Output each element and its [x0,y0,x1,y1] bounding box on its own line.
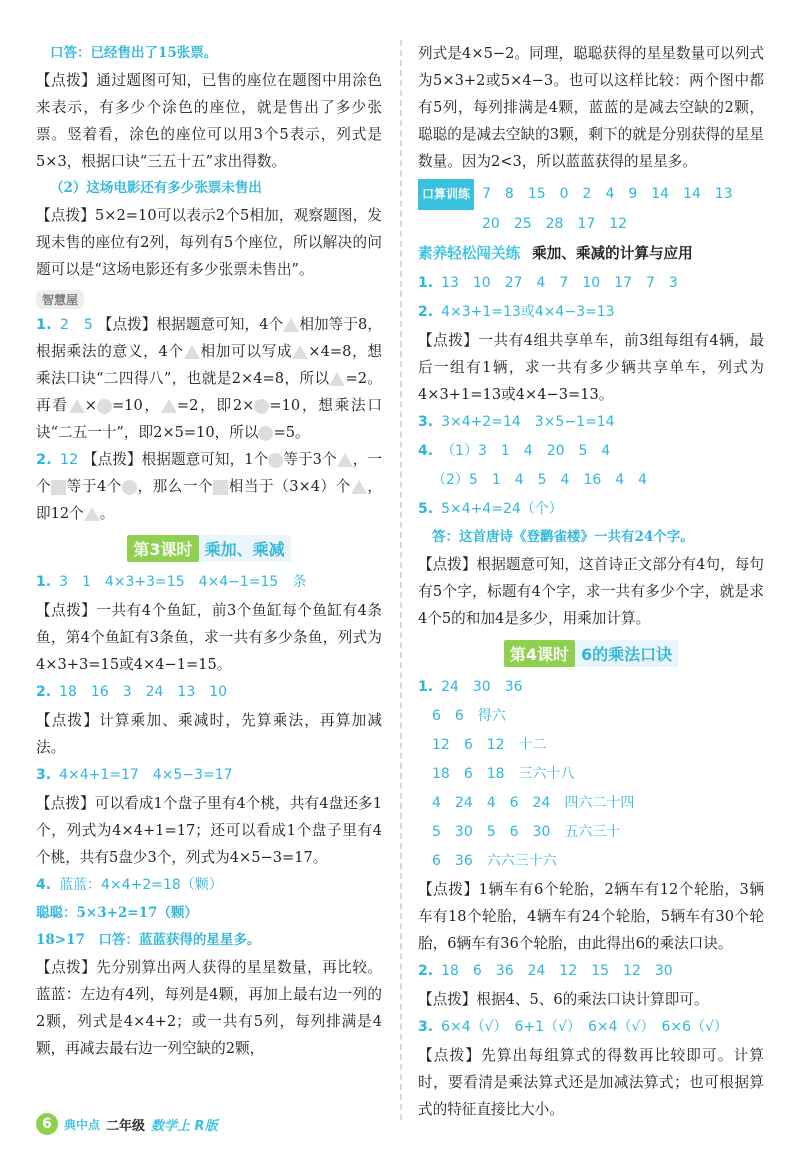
page-number: 6 [36,1113,58,1135]
tip-paragraph: 【点拨】根据题意可知，这首诗正文部分有4句，每句有5个字，标题有4个字，求一共有多少个字，就是求4个5的和加4是多少，用乘加计算。 [418,556,764,627]
page-footer [36,1113,218,1135]
tip-paragraph: 【点拨】1辆车有6个轮胎，2辆车有12个轮胎，3辆车有18个轮胎，4辆车有24个轮胎，5辆车有30个轮胎，6辆车有36个轮胎，由此得出6的乘法口诀。 [418,881,764,952]
tip-paragraph: 【点拨】先分别算出两人获得的星星数量，再比较。蓝蓝：左边有4列，每列是4颗，再加上最右边一列的2颗，列式是4×4+2；或一共有5列，每列排满是4颗，再减去最右边一列空缺的2颗， [36,959,382,1057]
lesson-heading [36,535,382,562]
triangle-icon [283,318,299,332]
practice-q3: 3. 3×4+2=14 3×5−1=14 [418,414,615,430]
practice-q4: 4. （1）3 1 4 20 5 4 [418,443,611,459]
oral-calc-tag: 口算训练 [418,179,474,210]
practice-heading: 素养轻松闯关练 乘加、乘减的计算与应用 [418,245,693,262]
triangle-icon [161,399,177,413]
practice-q5: 5. 5×4+4=24（个） [418,501,563,517]
tip-paragraph: 【点拨】先算出每组算式的得数再比较即可。计算时，要看清是乘法算式还是加减法算式；也可根据算式的特征直接比大小。 [418,1047,764,1118]
oral-calc-row: 20 25 28 17 12 [482,216,628,232]
tip-paragraph: 【点拨】可以看成1个盘子里有4个桃，共有4盘还多1个，列式为4×4+1=17；还可以看成1个盘子里有4个桃，共有5盘少3个，列式为4×5−3=17。 [36,795,382,866]
wisdom-q1: 1. 2 5 【点拨】根据题意可知，4个 相加等于8，根据乘法的意义，4个 相加可以写成 ×4=8，想乘法口诀“二四得八”，也就是2×4=8，所以 =2。再看 × =10， =2，即2× =10，想乘法口诀“二五一十”，即2×5=10，所以 =5。 [36,316,382,441]
question-2: 2. 18 16 3 24 13 10 [36,684,228,700]
square-icon [213,480,228,495]
lesson4-q1: 1. 24 30 36 [418,679,523,695]
right-column [418,40,764,1123]
mult-table-row: 6 6 得六 [432,708,506,724]
triangle-icon [329,372,345,386]
subject-label: 数学上 R版 [151,1118,218,1134]
wisdom-header [36,289,382,309]
circle-icon [97,399,112,414]
mult-table-row: 18 6 18 三六十八 [432,766,575,782]
answer-line: 口答：已经售出了15张票。 [50,45,218,61]
tip-paragraph: 【点拨】通过题图可知，已售的座位在题图中用涂色来表示，有多少个涂色的座位，就是售出了多少张票。竖着看，涂色的座位可以用3个5表示，列式是5×3，根据口诀“三五十五”求出得数。 [36,72,382,170]
wisdom-badge: 智慧屋 [36,290,84,309]
question-1: 1. 3 1 4×3+3=15 4×4−1=15 条 [36,574,307,590]
wisdom-q2: 2. 12 【点拨】根据题意可知，1个 等于3个 ，一个 等于4个 ，那么一个 相当于（3×4）个 ，即12个 。 [36,451,382,522]
tip-paragraph: 【点拨】5×2=10可以表示2个5相加，观察题图，发现未售的座位有2列，每列有5个座位，所以解决的问题可以是“这场电影还有多少张票未售出”。 [36,207,382,278]
lesson4-q3: 3. 6×4（√） 6+1（√） 6×4（√） 6×6（√） [418,1019,728,1035]
triangle-icon [351,480,367,494]
practice-q4-part2: （2）5 1 4 5 4 16 4 4 [432,472,648,488]
triangle-icon [84,507,100,521]
answer-line: 答：这首唐诗《登鹳雀楼》一共有24个字。 [432,529,694,545]
mult-table-row: 5 30 5 6 30 五六三十 [432,824,621,840]
mult-table-row: 6 36 六六三十六 [432,853,557,869]
mult-table-row: 4 24 4 6 24 四六二十四 [432,795,635,811]
square-icon [51,480,66,495]
left-column [36,40,382,1062]
mult-table-row: 12 6 12 十二 [432,737,547,753]
triangle-icon [184,345,200,359]
circle-icon [254,399,269,414]
practice-q1: 1. 13 10 27 4 7 10 17 7 3 [418,275,678,291]
tip-paragraph: 【点拨】根据4、5、6的乘法口诀计算即可。 [418,991,709,1008]
answer-line: 聪聪：5×3+2=17（颗） [36,905,198,921]
tip-paragraph: 【点拨】计算乘加、乘减时，先算乘法，再算加减法。 [36,712,382,756]
column-divider [400,40,402,1120]
sub-question: （2）这场电影还有多少张票未售出 [50,180,262,196]
triangle-icon [69,399,85,413]
lesson-title: 乘加、乘减 [199,535,291,562]
lesson4-q2: 2. 18 6 36 24 12 15 12 30 [418,963,673,979]
oral-calc-row: 口算训练 7 8 15 0 2 4 9 14 14 13 [418,179,764,210]
answer-line: 18>17 口答：蓝蓝获得的星星多。 [36,932,261,948]
circle-icon [258,426,273,441]
question-3: 3. 4×4+1=17 4×5−3=17 [36,767,233,783]
tip-paragraph: 【点拨】一共有4组共享单车，前3组每组有4辆，最后一组有1辆，求一共有多少辆共享单车，列式为4×3+1=13或4×4−3=13。 [418,332,764,403]
lesson-title: 6的乘法口诀 [575,640,678,667]
circle-icon [268,453,283,468]
triangle-icon [337,453,353,467]
triangle-icon [292,345,308,359]
brand-logo: 典中点 [64,1117,101,1132]
lesson-tag: 第3课时 [127,535,198,562]
practice-q2: 2. 4×3+1=13或4×4−3=13 [418,304,615,320]
circle-icon [122,480,137,495]
tip-continuation: 列式是4×5−2。同理，聪聪获得的星星数量可以列式为5×3+2或5×4−3。也可以这样比较：两个图中都有5列，每列排满是4颗，蓝蓝的是减去空缺的2颗，聪聪的是减去空缺的3颗，剩下的就是分别获得的星星数量。因为2<3，所以蓝蓝获得的星星多。 [418,45,764,170]
lesson-tag: 第4课时 [504,640,575,667]
grade-label: 二年级 [106,1118,146,1134]
tip-paragraph: 【点拨】一共有4个鱼缸，前3个鱼缸每个鱼缸有4条鱼，第4个鱼缸有3条鱼，求一共有多少条鱼，列式为4×3+3=15或4×4−1=15。 [36,602,382,673]
lesson-heading [418,640,764,667]
question-4: 4. 蓝蓝：4×4+2=18（颗） [36,877,223,893]
